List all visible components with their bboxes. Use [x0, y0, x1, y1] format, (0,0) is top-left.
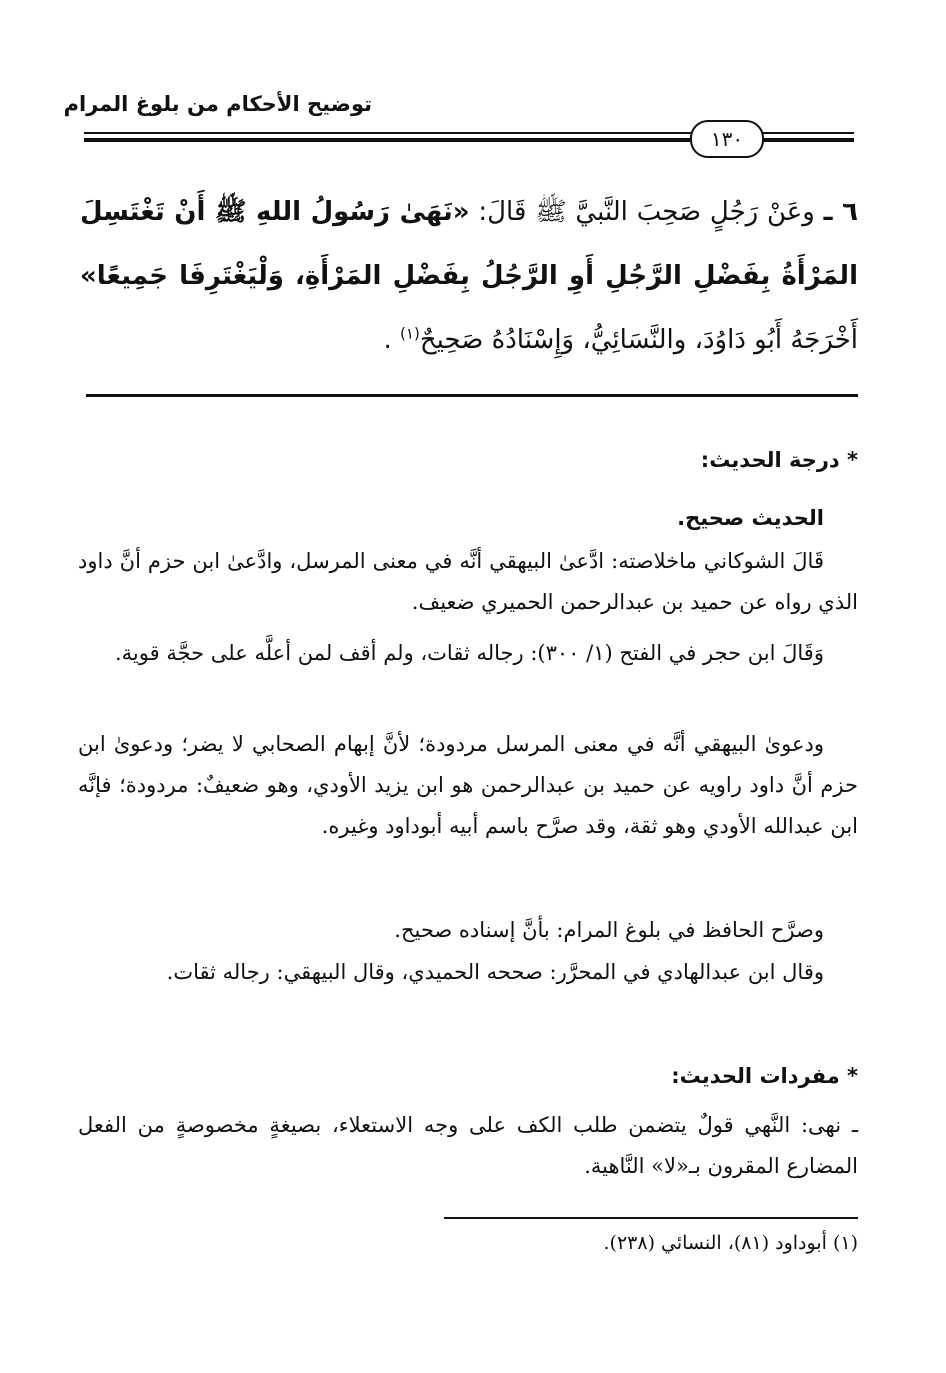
vocab-heading: * مفردات الحديث: — [671, 1064, 858, 1088]
hadith-intro: وعَنْ رَجُلٍ صَحِبَ النَّبيَّ ﷺ قَالَ: — [478, 197, 815, 227]
grade-paragraph-1: قَالَ الشوكاني ماخلاصته: ادَّعىٰ البيهقي أنَّه في معنى المرسل، وادَّعىٰ ابن حزم أنَّ داود الذي رواه عن حميد بن عبدالرحمن الحميري ضعيف. — [78, 549, 858, 614]
hadith-text — [80, 180, 858, 372]
grade-paragraph-5: وقال ابن عبدالهادي في المحرَّر: صححه الحميدي، وقال البيهقي: رجاله ثقات. — [166, 960, 824, 984]
section-divider — [86, 394, 858, 397]
hadith-matn: «نَهَىٰ رَسُولُ اللهِ ﷺ أَنْ تَغْتَسِلَ المَرْأَةُ بِفَضْلِ الرَّجُلِ أَوِ الرَّجُلُ بِفَضْلِ المَرْأَةِ، وَلْيَغْتَرِفَا جَمِيعًا» — [80, 197, 858, 291]
grade-paragraph-3: ودعوىٰ البيهقي أنَّه في معنى المرسل مردودة؛ لأنَّ إبهام الصحابي لا يضر؛ ودعوىٰ ابن حزم أنَّ داود راويه عن حميد بن عبدالرحمن هو ابن يزيد الأودي، وهو ضعيفٌ: مردودة؛ فإنَّه ابن عبدالله الأودي وهو ثقة، وقد صرَّح باسم أبيه أبوداود وغيره. — [78, 732, 858, 838]
footnote-text: (١) أبوداود (٨١)، النسائي (٢٣٨). — [603, 1232, 858, 1254]
vocab-item-1: ـ نهى: النَّهي قولٌ يتضمن طلب الكف على وجه الاستعلاء، بصيغةٍ مخصوصةٍ من الفعل المضارع المقرون بـ«لا» النَّاهية. — [78, 1113, 858, 1178]
hadith-takhrij: أَخْرَجَهُ أَبُو دَاوُدَ، والنَّسَائِيُّ، وَإِسْنَادُهُ صَحِيحٌ — [419, 325, 858, 355]
footnote-rule — [444, 1217, 858, 1219]
hadith-end: . — [383, 325, 392, 355]
grade-heading: * درجة الحديث: — [700, 448, 858, 472]
grade-paragraph-2: وَقَالَ ابن حجر في الفتح (١/ ٣٠٠): رجاله ثقات، ولم أقف لمن أعلَّه على حجَّة قوية. — [114, 641, 824, 665]
running-header-title: توضيح الأحكام من بلوغ المرام — [63, 92, 372, 116]
page-number-badge: ١٣٠ — [690, 120, 764, 158]
footnote-marker: (١) — [400, 324, 420, 343]
grade-paragraph-4: وصرَّح الحافظ في بلوغ المرام: بأنَّ إسناده صحيح. — [394, 918, 824, 942]
grade-verdict-text: الحديث صحيح. — [677, 506, 824, 530]
grade-verdict — [78, 498, 858, 539]
hadith-number: ٦ ـ — [823, 197, 858, 227]
